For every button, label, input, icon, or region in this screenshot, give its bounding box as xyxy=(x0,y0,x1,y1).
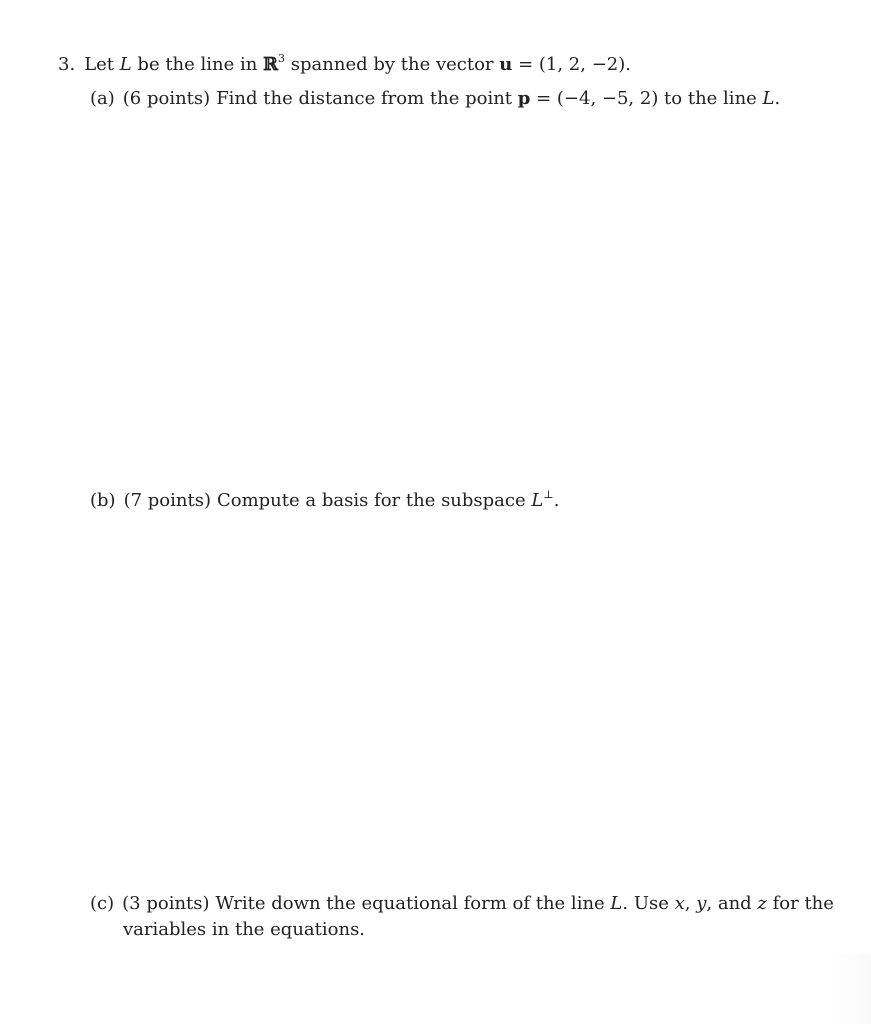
part-a xyxy=(90,90,780,108)
text: Write down the equational form of the line xyxy=(215,893,611,914)
points: (3 points) xyxy=(122,893,210,914)
points: (6 points) xyxy=(122,88,211,109)
part-label: (c) xyxy=(90,893,115,914)
text: Compute a basis for the subspace xyxy=(216,490,532,511)
text: for the xyxy=(766,893,834,914)
math-L: L xyxy=(610,893,623,914)
math-L: L xyxy=(531,490,544,511)
math-y: y xyxy=(696,893,707,914)
part-label: (a) xyxy=(90,88,115,109)
part-b xyxy=(90,488,560,511)
text: = (−4, −5, 2) to the line xyxy=(530,88,763,109)
text: Find the distance from the point xyxy=(216,88,518,109)
part-label: (b) xyxy=(90,490,116,511)
points: (7 points) xyxy=(123,490,211,511)
text: , and xyxy=(706,893,758,914)
text: , xyxy=(684,893,697,914)
math-R: ℝ xyxy=(263,54,279,75)
text: Let xyxy=(84,54,120,75)
problem-statement xyxy=(58,52,631,75)
part-c xyxy=(90,895,834,913)
math-z: z xyxy=(757,893,767,914)
math-exponent: 3 xyxy=(278,52,286,65)
math-x: x xyxy=(674,893,685,914)
math-perp: ⊥ xyxy=(543,488,554,501)
text: be the line in xyxy=(131,54,264,75)
problem-number: 3. xyxy=(58,54,76,75)
text: . Use xyxy=(622,893,675,914)
text: . xyxy=(774,88,781,109)
math-L: L xyxy=(119,54,132,75)
math-L: L xyxy=(762,88,775,109)
part-c-line2: variables in the equations. xyxy=(123,919,366,940)
text: spanned by the vector xyxy=(285,54,500,75)
math-u: u xyxy=(499,54,513,75)
math-p: p xyxy=(517,88,531,109)
text: = (1, 2, −2). xyxy=(512,54,631,75)
page-shadow xyxy=(831,954,871,1024)
text: . xyxy=(553,490,560,511)
